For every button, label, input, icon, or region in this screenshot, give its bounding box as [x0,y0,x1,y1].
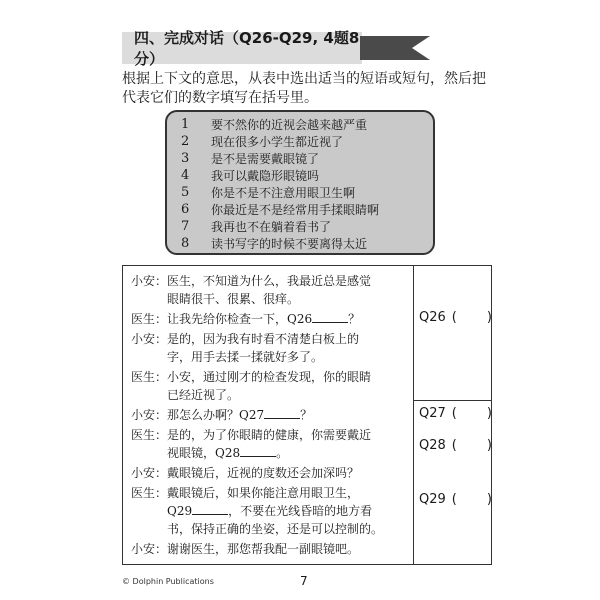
dialogue-line: 小安：戴眼镜后，近视的度数还会加深吗？ [131,466,360,480]
page-number: 7 [300,574,308,588]
dialogue-line: 小安：是的，因为我有时看不清楚白板上的 [131,332,360,346]
section-header [122,29,362,68]
answer-blank[interactable] [192,504,228,515]
answer-blank[interactable] [240,446,276,457]
dialogue-line: 医生：是的，为了你眼睛的健康，你需要戴近 [131,428,372,442]
phrase-item: 1 要不然你的近视会越来越严重 [181,117,368,132]
phrase-item: 6 你最近是不是经常用手揉眼睛啊 [181,202,380,217]
publisher-credit: © Dolphin Publications [122,577,214,586]
dialogue-line: 小安：医生，不知道为什么，我最近总是感觉 [131,274,372,288]
dialogue-line: 字，用手去揉一揉就好多了。 [167,350,324,364]
dialogue-table [122,265,492,565]
phrase-item: 3 是不是需要戴眼镜了 [181,151,320,166]
q27-answer[interactable]: Q27 ( ) [419,406,492,421]
dialogue-line: 视眼镜，Q28 。 [167,446,289,460]
phrase-item: 7 我再也不在躺着看书了 [181,219,332,234]
row-divider [413,400,491,401]
q26-answer[interactable]: Q26 ( ) [419,310,492,325]
phrase-item: 5 你是不是不注意用眼卫生啊 [181,185,356,200]
dialogue-line: 已经近视了。 [167,388,240,402]
q28-answer[interactable]: Q28 ( ) [419,438,492,453]
ribbon-flag-icon [360,32,430,64]
answer-blank[interactable] [264,408,300,419]
q29-answer[interactable]: Q29 ( ) [419,492,492,507]
phrase-list-box [165,110,435,255]
dialogue-line: 医生：让我先给你检查一下，Q26 ？ [131,312,361,326]
phrase-item: 8 读书写字的时候不要离得太近 [181,236,368,251]
dialogue-line: 小安：谢谢医生，那您帮我配一副眼镜吧。 [131,542,360,556]
column-divider [413,266,414,564]
section-title: 四、完成对话（Q26-Q29, 4题8分） [134,29,360,68]
dialogue-line: 小安：那怎么办啊？Q27 ？ [131,408,313,422]
dialogue-line: Q29 ，不要在光线昏暗的地方看 [167,504,373,518]
dialogue-line: 眼睛很干、很累、很痒。 [167,292,300,306]
dialogue-line: 医生：戴眼镜后，如果你能注意用眼卫生， [131,486,360,500]
instruction-text: 根据上下文的意思，从表中选出适当的短语或短句，然后把代表它们的数字填写在括号里。 [122,71,486,106]
dialogue-line: 书，保持正确的坐姿，还是可以控制的。 [167,522,384,536]
dialogue-line: 医生：小安，通过刚才的检查发现，你的眼睛 [131,370,372,384]
phrase-item: 4 我可以戴隐形眼镜吗 [181,168,320,183]
phrase-item: 2 现在很多小学生都近视了 [181,134,344,149]
answer-blank[interactable] [312,312,348,323]
